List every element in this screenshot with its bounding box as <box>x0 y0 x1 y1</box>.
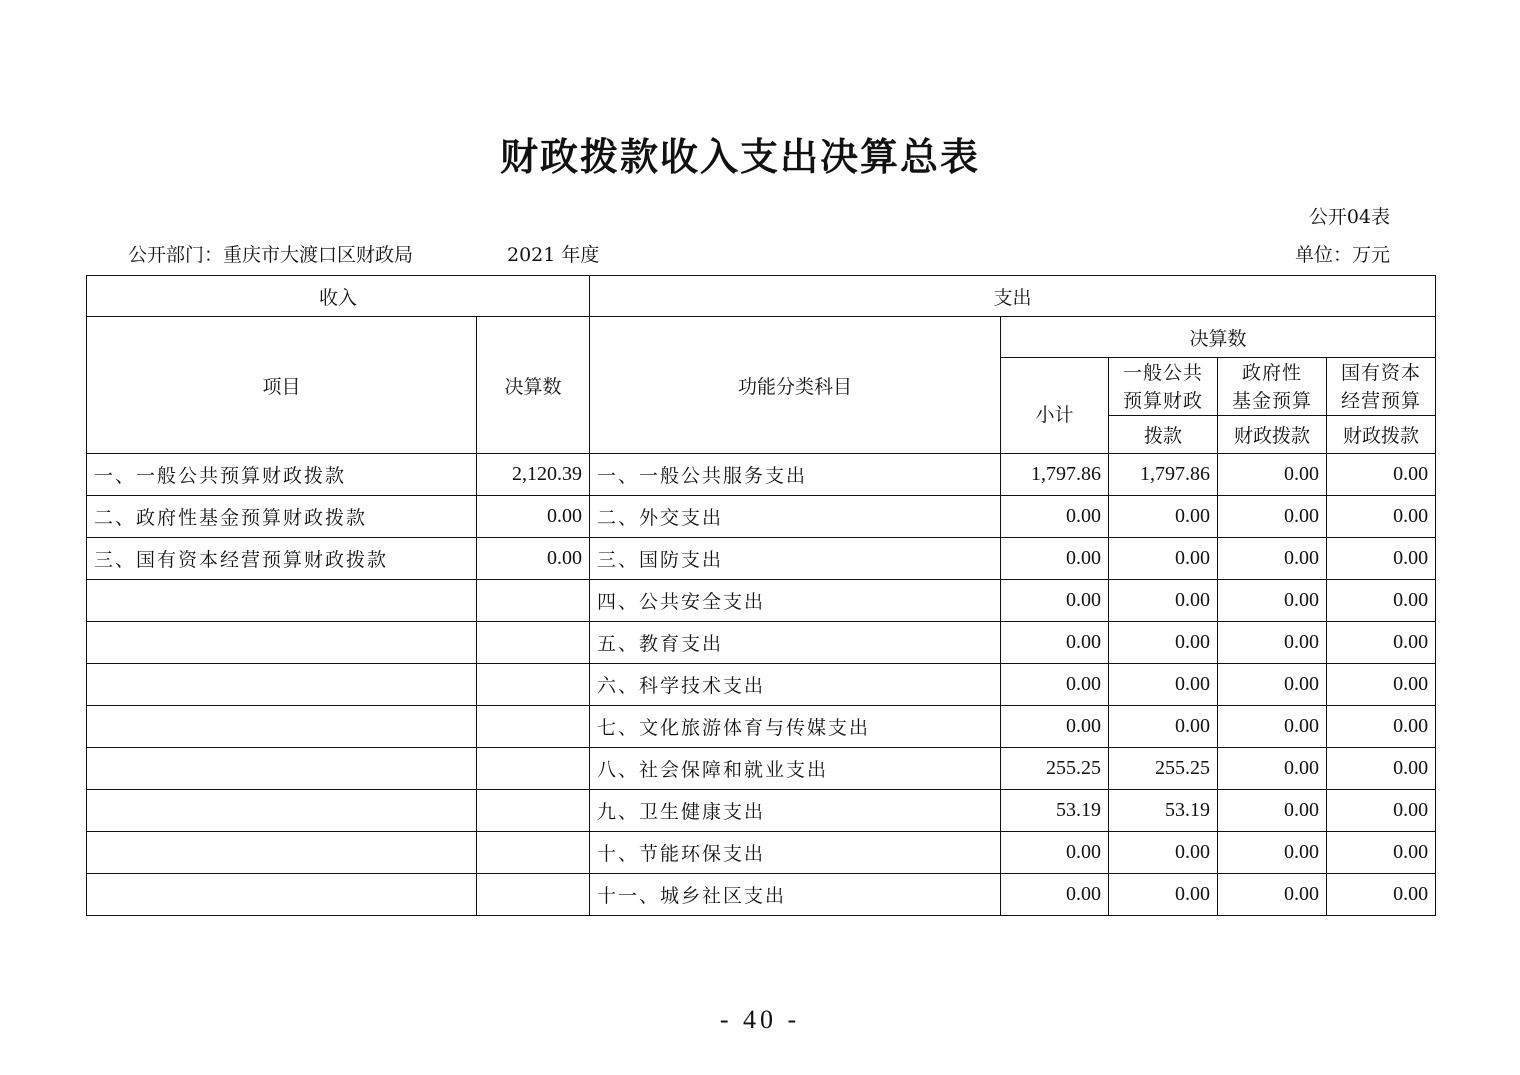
subtotal-cell: 0.00 <box>1001 664 1109 706</box>
fund-budget-cell: 0.00 <box>1218 580 1327 622</box>
fund-budget-header-line3: 财政拨款 <box>1218 416 1327 454</box>
fund-budget-cell: 0.00 <box>1218 622 1327 664</box>
category-cell: 六、科学技术支出 <box>590 664 1001 706</box>
fund-budget-cell: 0.00 <box>1218 454 1327 496</box>
general-budget-cell: 0.00 <box>1109 664 1218 706</box>
income-item-cell <box>87 748 477 790</box>
general-budget-cell: 0.00 <box>1109 622 1218 664</box>
income-amount-cell <box>477 706 590 748</box>
table-row <box>87 664 1436 706</box>
subtotal-cell: 0.00 <box>1001 538 1109 580</box>
fund-budget-cell: 0.00 <box>1218 832 1327 874</box>
general-budget-cell: 0.00 <box>1109 538 1218 580</box>
category-header: 功能分类科目 <box>590 317 1001 454</box>
table-row <box>87 790 1436 832</box>
general-budget-cell: 0.00 <box>1109 496 1218 538</box>
income-amount-cell <box>477 622 590 664</box>
table-row <box>87 874 1436 916</box>
fund-budget-cell: 0.00 <box>1218 664 1327 706</box>
income-item-cell <box>87 790 477 832</box>
general-budget-cell: 1,797.86 <box>1109 454 1218 496</box>
income-amount-cell <box>477 748 590 790</box>
category-cell: 七、文化旅游体育与传媒支出 <box>590 706 1001 748</box>
fund-budget-cell: 0.00 <box>1218 496 1327 538</box>
state-capital-cell: 0.00 <box>1327 706 1436 748</box>
state-capital-cell: 0.00 <box>1327 748 1436 790</box>
general-budget-cell: 0.00 <box>1109 580 1218 622</box>
state-capital-cell: 0.00 <box>1327 790 1436 832</box>
category-cell: 九、卫生健康支出 <box>590 790 1001 832</box>
table-row <box>87 832 1436 874</box>
income-amount-cell <box>477 832 590 874</box>
table-header <box>87 276 1436 454</box>
page-number: - 40 - <box>719 1005 801 1034</box>
table-row <box>87 454 1436 496</box>
income-item-cell <box>87 622 477 664</box>
general-budget-header: 一般公共 预算财政 <box>1109 358 1218 416</box>
state-capital-header: 国有资本 经营预算 <box>1327 358 1436 416</box>
income-amount-cell: 0.00 <box>477 538 590 580</box>
category-cell: 四、公共安全支出 <box>590 580 1001 622</box>
income-amount-cell <box>477 874 590 916</box>
category-cell: 三、国防支出 <box>590 538 1001 580</box>
general-budget-cell: 255.25 <box>1109 748 1218 790</box>
subtotal-cell: 0.00 <box>1001 496 1109 538</box>
department-label: 公开部门：重庆市大渡口区财政局 <box>128 244 414 266</box>
income-item-cell <box>87 580 477 622</box>
income-amount-header: 决算数 <box>477 317 590 454</box>
income-amount-cell: 2,120.39 <box>477 454 590 496</box>
income-item-cell <box>87 706 477 748</box>
income-amount-cell: 0.00 <box>477 496 590 538</box>
state-capital-cell: 0.00 <box>1327 454 1436 496</box>
fund-budget-cell: 0.00 <box>1218 748 1327 790</box>
state-capital-cell: 0.00 <box>1327 580 1436 622</box>
general-budget-cell: 0.00 <box>1109 832 1218 874</box>
subtotal-cell: 0.00 <box>1001 832 1109 874</box>
category-cell: 十一、城乡社区支出 <box>590 874 1001 916</box>
subtotal-cell: 0.00 <box>1001 706 1109 748</box>
general-budget-cell: 0.00 <box>1109 706 1218 748</box>
state-capital-cell: 0.00 <box>1327 622 1436 664</box>
table-row <box>87 580 1436 622</box>
income-header: 收入 <box>87 276 590 317</box>
table-row <box>87 706 1436 748</box>
income-item-cell: 二、政府性基金预算财政拨款 <box>87 496 477 538</box>
state-capital-cell: 0.00 <box>1327 496 1436 538</box>
income-item-cell <box>87 832 477 874</box>
state-capital-cell: 0.00 <box>1327 874 1436 916</box>
income-item-cell: 一、一般公共预算财政拨款 <box>87 454 477 496</box>
category-cell: 二、外交支出 <box>590 496 1001 538</box>
item-header: 项目 <box>87 317 477 454</box>
subtotal-cell: 0.00 <box>1001 874 1109 916</box>
state-capital-cell: 0.00 <box>1327 664 1436 706</box>
income-item-cell <box>87 874 477 916</box>
form-number: 公开04表 <box>1308 206 1390 228</box>
unit-label: 单位：万元 <box>1294 244 1390 266</box>
table-row <box>87 748 1436 790</box>
subtotal-cell: 1,797.86 <box>1001 454 1109 496</box>
state-capital-header-line3: 财政拨款 <box>1327 416 1436 454</box>
subtotal-cell: 0.00 <box>1001 622 1109 664</box>
fund-budget-header: 政府性 基金预算 <box>1218 358 1327 416</box>
general-budget-cell: 53.19 <box>1109 790 1218 832</box>
income-item-cell <box>87 664 477 706</box>
subtotal-cell: 0.00 <box>1001 580 1109 622</box>
subtotal-header: 小计 <box>1001 358 1109 454</box>
general-budget-header-line3: 拨款 <box>1109 416 1218 454</box>
table-row <box>87 538 1436 580</box>
table-row <box>87 622 1436 664</box>
income-item-cell: 三、国有资本经营预算财政拨款 <box>87 538 477 580</box>
category-cell: 八、社会保障和就业支出 <box>590 748 1001 790</box>
fiscal-year: 2021 年度 <box>507 244 600 266</box>
category-cell: 五、教育支出 <box>590 622 1001 664</box>
income-amount-cell <box>477 580 590 622</box>
state-capital-cell: 0.00 <box>1327 538 1436 580</box>
table-body <box>87 454 1436 916</box>
general-budget-cell: 0.00 <box>1109 874 1218 916</box>
subtotal-cell: 53.19 <box>1001 790 1109 832</box>
income-amount-cell <box>477 790 590 832</box>
expense-header: 支出 <box>590 276 1436 317</box>
fund-budget-cell: 0.00 <box>1218 790 1327 832</box>
fund-budget-cell: 0.00 <box>1218 538 1327 580</box>
income-amount-cell <box>477 664 590 706</box>
subtotal-cell: 255.25 <box>1001 748 1109 790</box>
state-capital-cell: 0.00 <box>1327 832 1436 874</box>
budget-table <box>86 275 1436 916</box>
page-title: 财政拨款收入支出决算总表 <box>499 134 980 179</box>
expense-amount-header: 决算数 <box>1001 317 1436 358</box>
fund-budget-cell: 0.00 <box>1218 706 1327 748</box>
category-cell: 一、一般公共服务支出 <box>590 454 1001 496</box>
category-cell: 十、节能环保支出 <box>590 832 1001 874</box>
fund-budget-cell: 0.00 <box>1218 874 1327 916</box>
table-row <box>87 496 1436 538</box>
